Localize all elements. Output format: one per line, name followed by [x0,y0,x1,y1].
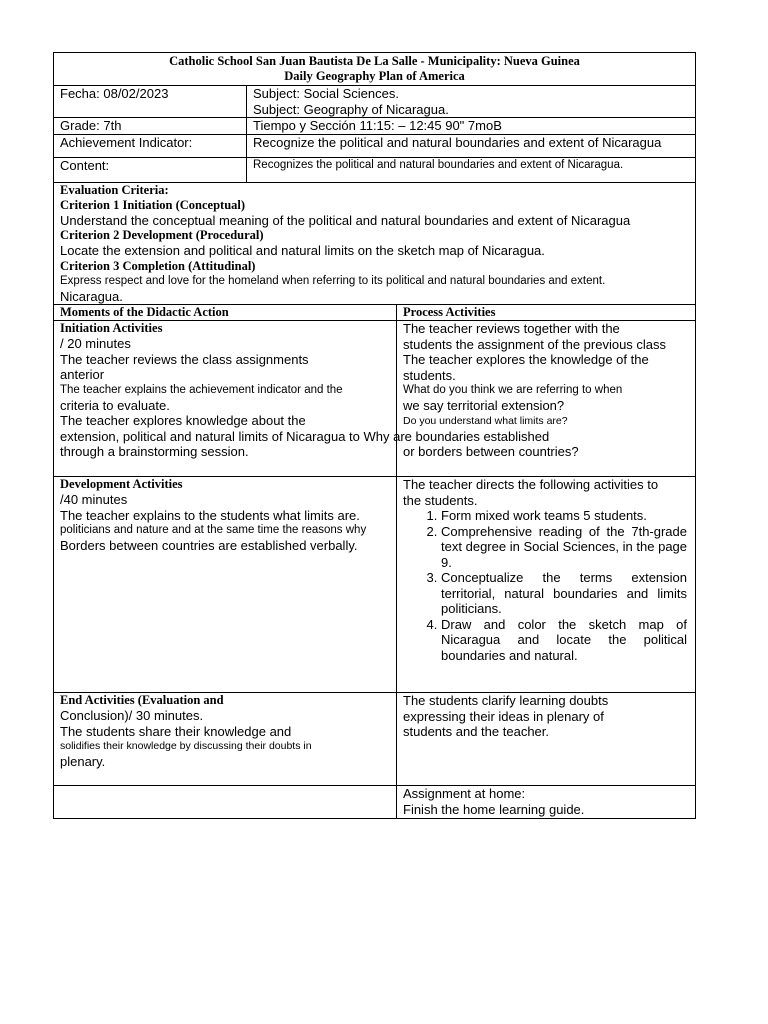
text-line: students and the teacher. [403,724,549,739]
column-header-row [54,305,696,321]
moments-header [54,305,397,321]
text-line: Do you understand what limits are? [403,414,568,427]
text-line: What do you think we are referring to when [403,384,623,396]
text-line: /40 minutes [60,492,128,507]
moments-header-text: Moments of the Didactic Action [60,305,229,319]
text-line: / 20 minutes [60,336,131,351]
text-line: End Activities (Evaluation and [60,693,224,707]
text-line: or borders between countries? [403,444,579,459]
grade-text: Grade: 7th [60,118,122,133]
text-line: The teacher explains to the students what limits are. [60,507,360,523]
process-header [397,305,696,321]
criterion-3-title: Criterion 3 Completion (Attitudinal) [60,258,256,273]
text-line: Borders between countries are established verbally. [60,538,358,553]
date-row [54,86,696,118]
text-line: students the assignment of the previous class [403,336,667,352]
end-right-lines [403,693,689,740]
subject-cell [247,86,696,118]
text-line: criteria to evaluate. [60,397,170,413]
text-line: we say territorial extension? [403,398,565,413]
text-line: The teacher explores the knowledge of the [403,352,649,367]
text-line: The teacher reviews together with the [403,321,620,336]
development-left-cell [54,477,397,693]
text-line: expressing their ideas in plenary of [403,708,604,724]
achievement-label: Achievement Indicator: [60,134,193,150]
text-line: anterior [60,367,105,382]
text-line: Initiation Activities [60,321,163,335]
end-right-cell [397,693,696,786]
plan-title: Daily Geography Plan of America [284,69,465,83]
date-text: Fecha: 08/02/2023 [60,86,169,101]
evaluation-cell [54,182,696,305]
text-line: solidifies their knowledge by discussing their doubts in [60,740,312,752]
activity-item: 4. Draw and color the sketch map of Nicaragua and locate the political boundaries and natural. [441,617,689,664]
development-intro-1: The teacher directs the following activities to [403,477,659,492]
activity-item: 1. Form mixed work teams 5 students. [441,508,689,524]
activity-item: 3. Conceptualize the terms extension territorial, natural boundaries and limits politicians. [441,570,689,617]
time-text: Tiempo y Sección 11:15: – 12:45 90" 7moB [253,118,502,133]
text-line: The teacher explains the achievement indicator and the [60,383,343,396]
homework-row [54,786,696,819]
homework-title: Assignment at home: [403,786,526,801]
text-line: extension, political and natural limits of Nicaragua to Why are boundaries established [60,428,550,444]
evaluation-row [54,182,696,305]
school-name: Catholic School San Juan Bautista De La Salle - Municipality: Nueva Guinea [169,54,580,68]
text-line: politicians and nature and at the same time the reasons why [60,524,367,536]
subject-line-2: Subject: Geography of Nicaragua. [253,101,449,117]
text-line: The students share their knowledge and [60,723,292,739]
criterion-1-text: Understand the conceptual meaning of the political and natural boundaries and extent of Nicaragua [60,212,631,228]
content-label-cell [54,157,247,182]
development-row [54,477,696,693]
lesson-plan-table [53,52,696,819]
criterion-2-title: Criterion 2 Development (Procedural) [60,228,264,242]
development-intro-2: the students. [403,492,478,508]
initiation-row [54,321,696,477]
achievement-value: Recognize the political and natural boundaries and extent of Nicaragua [253,134,662,150]
criterion-3-text: Express respect and love for the homeland when referring to its political and natural boundaries and extent. [60,274,606,287]
homework-text: Finish the home learning guide. [403,801,585,817]
content-label: Content: [60,157,110,173]
grade-cell [54,118,247,135]
time-cell [247,118,696,135]
grade-row [54,118,696,135]
achievement-value-cell [247,134,696,157]
achievement-row [54,134,696,157]
homework-left-cell [54,786,397,819]
end-left-lines [60,693,390,770]
header-row [54,53,696,86]
subject-line-1: Subject: Social Sciences. [253,86,399,101]
activity-item: 2. Comprehensive reading of the 7th-grade text degree in Social Sciences, in the page 9. [441,524,689,571]
homework-cell [397,786,696,819]
initiation-right-cell [397,321,696,477]
achievement-label-cell [54,134,247,157]
end-left-cell [54,693,397,786]
content-value-cell [247,157,696,182]
text-line: Development Activities [60,477,183,491]
criterion-1-title: Criterion 1 Initiation (Conceptual) [60,197,246,212]
text-line: The teacher reviews the class assignments [60,351,309,367]
development-left-lines [60,477,390,554]
text-line: Conclusion)/ 30 minutes. [60,708,204,723]
development-activity-list [403,508,689,663]
process-header-text: Process Activities [403,305,496,319]
evaluation-title: Evaluation Criteria: [60,182,169,197]
criterion-2-text: Locate the extension and political and natural limits on the sketch map of Nicaragua. [60,243,545,258]
development-right-cell [397,477,696,693]
text-line: students. [403,367,456,383]
end-row [54,693,696,786]
text-line: The teacher explores knowledge about the [60,413,306,428]
text-line: plenary. [60,754,106,769]
lesson-plan-document [53,52,695,819]
criterion-3-text-cont: Nicaragua. [60,288,123,304]
date-cell [54,86,247,118]
text-line: through a brainstorming session. [60,444,249,459]
text-line: The students clarify learning doubts [403,693,609,708]
content-value: Recognizes the political and natural boundaries and extent of Nicaragua. [253,158,624,171]
content-row [54,157,696,182]
